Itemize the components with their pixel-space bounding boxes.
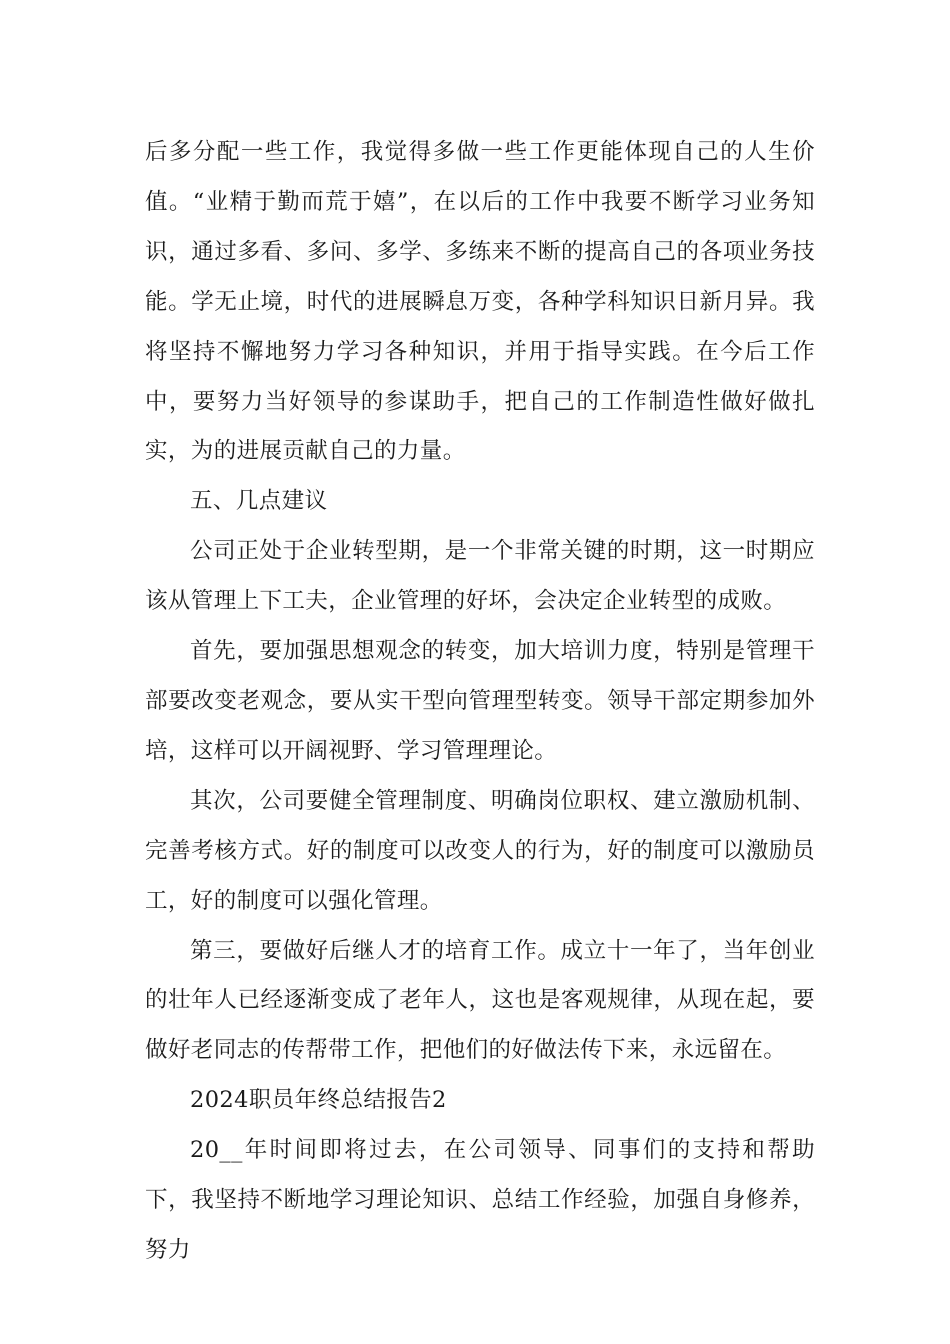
paragraph-first-point: 首先，要加强思想观念的转变，加大培训力度，特别是管理干部要改变老观念，要从实干型向管理型转变。领导干部定期参加外培，这样可以开阔视野、学习管理理论。 — [145, 638, 815, 764]
document-body — [145, 128, 815, 1276]
paragraph-continuation: 后多分配一些工作，我觉得多做一些工作更能体现自己的人生价值。“业精于勤而荒于嬉”，在以后的工作中我要不断学习业务知识，通过多看、多问、多学、多练来不断的提高自己的各项业务技能。学无止境，时代的进展瞬息万变，各种学科知识日新月异。我将坚持不懈地努力学习各种知识，并用于指导实践。在今后工作中，要努力当好领导的参谋助手，把自己的工作制造性做好做扎实，为的进展贡献自己的力量。 — [145, 139, 815, 465]
paragraph-report-2-intro: 20__年时间即将过去，在公司领导、同事们的支持和帮助下，我坚持不断地学习理论知识、总结工作经验，加强自身修养，努力 — [145, 1137, 815, 1263]
paragraph-third-point: 第三，要做好后继人才的培育工作。成立十一年了，当年创业的壮年人已经逐渐变成了老年人，这也是客观规律，从现在起，要做好老同志的传帮带工作，把他们的好做法传下来，永远留在。 — [145, 937, 815, 1064]
paragraph-second-point: 其次，公司要健全管理制度、明确岗位职权、建立激励机制、完善考核方式。好的制度可以改变人的行为，好的制度可以激励员工，好的制度可以强化管理。 — [145, 787, 815, 914]
paragraph-transition-period: 公司正处于企业转型期，是一个非常关键的时期，这一时期应该从管理上下工夫，企业管理的好坏，会决定企业转型的成败。 — [145, 538, 815, 615]
report-title-2: 2024职员年终总结报告2 — [190, 1087, 447, 1114]
section-heading-suggestions: 五、几点建议 — [190, 488, 328, 515]
